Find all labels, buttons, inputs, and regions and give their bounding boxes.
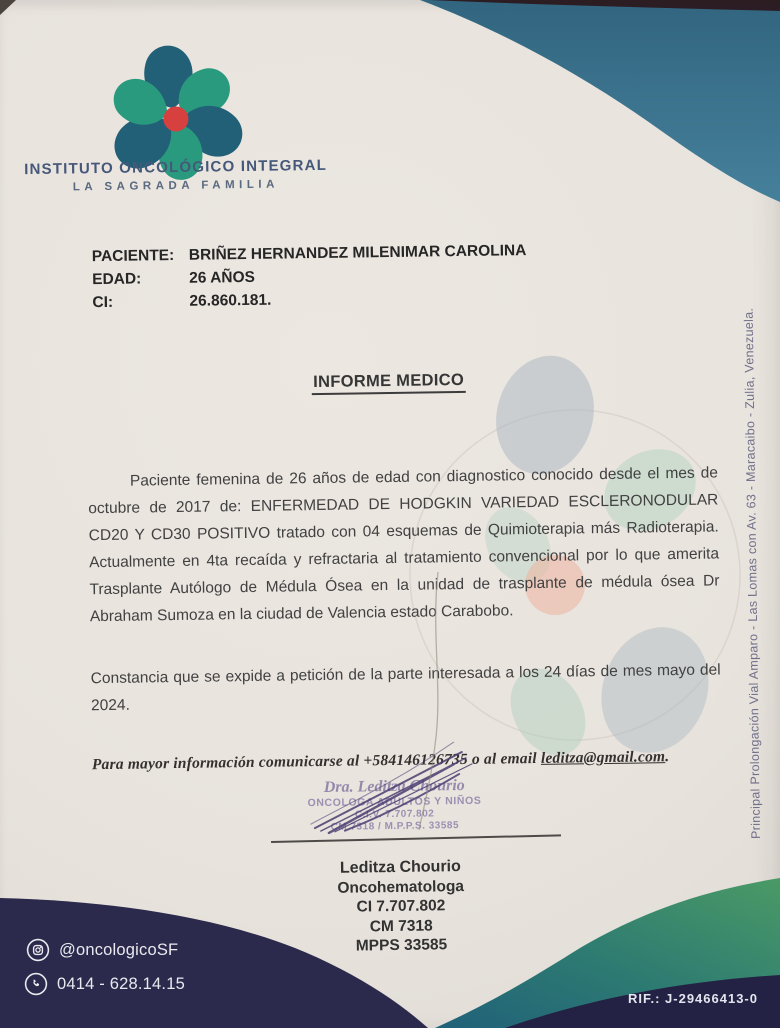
contact-email: leditza@gmail.com — [540, 748, 666, 767]
ci-value: 26.860.181. — [189, 291, 272, 310]
patient-label: PACIENTE: — [91, 246, 175, 266]
phone-number: 0414 - 628.14.15 — [57, 974, 185, 993]
doctor-name: Leditza Chourio — [339, 858, 461, 877]
age-label: EDAD: — [92, 270, 142, 289]
stamp-civ: C.I.V. 7.707.802 — [354, 808, 435, 821]
report-title: INFORME MEDICO — [311, 371, 466, 395]
stamp-doctor-name: Dra. Leditza Chourio — [323, 776, 465, 796]
stamp-specialty: ONCOLOGA ADULTOS Y NIÑOS — [307, 794, 482, 810]
rif-number: RIF.: J-29466413-0 — [627, 991, 758, 1006]
instagram-icon — [26, 938, 50, 962]
institute-header — [8, 157, 344, 195]
age-value: 26 AÑOS — [189, 268, 256, 287]
stamp-cm-mpps: CM 7318 / M.P.P.S. 33585 — [330, 820, 460, 833]
phone-icon — [24, 972, 48, 996]
doctor-role: Oncohematologa — [337, 877, 465, 897]
patient-info-block — [92, 237, 713, 313]
institute-name: INSTITUTO ONCOLÓGICO INTEGRAL — [24, 156, 328, 179]
patient-name: BRIÑEZ HERNANDEZ MILENIMAR CAROLINA — [188, 242, 527, 264]
report-paragraph-1: Paciente femenina de 26 años de edad con diagnostico conocido desde el mes de octubre de 2017 de: ENFERMEDAD DE HODGKIN VARIEDAD ESCLERONODULAR CD20 Y CD30 POSITIVO tratado con 04 esquemas de Quimioterapia más Radioterapia. Actualmente en 4ta recaída y refractaria al tratamiento convencional por lo que amerita Trasplante Autólogo de Médula Ósea en la unidad de trasplante de médula ósea Dr Abraham Sumoza en la ciudad de Valencia estado Carabobo. — [88, 463, 720, 625]
contact-text: Para mayor información comunicarse al +584146126735 o al email — [91, 749, 542, 774]
address-vertical-text: Principal Prolongación Vial Amparo - Las Lomas con Av. 63 - Maracaibo - Zulia, Venezuela. — [741, 307, 764, 840]
report-paragraph-2: Constancia que se expide a petición de la parte interesada a los 24 días de mes mayo del 2024. — [90, 660, 721, 714]
instagram-row — [26, 938, 178, 962]
contact-suffix: . — [665, 748, 670, 766]
doctor-mpps: MPPS 33585 — [355, 936, 448, 955]
doctor-cm: CM 7318 — [369, 916, 433, 935]
instagram-handle: @oncologicoSF — [59, 940, 179, 959]
ci-label: CI: — [92, 293, 114, 312]
phone-row — [24, 972, 185, 996]
report-title-wrap — [0, 367, 779, 400]
institute-subtitle: LA SAGRADA FAMILIA — [72, 178, 279, 194]
handwritten-signature — [304, 733, 505, 841]
doctor-ci: CI 7.707.802 — [356, 897, 446, 916]
